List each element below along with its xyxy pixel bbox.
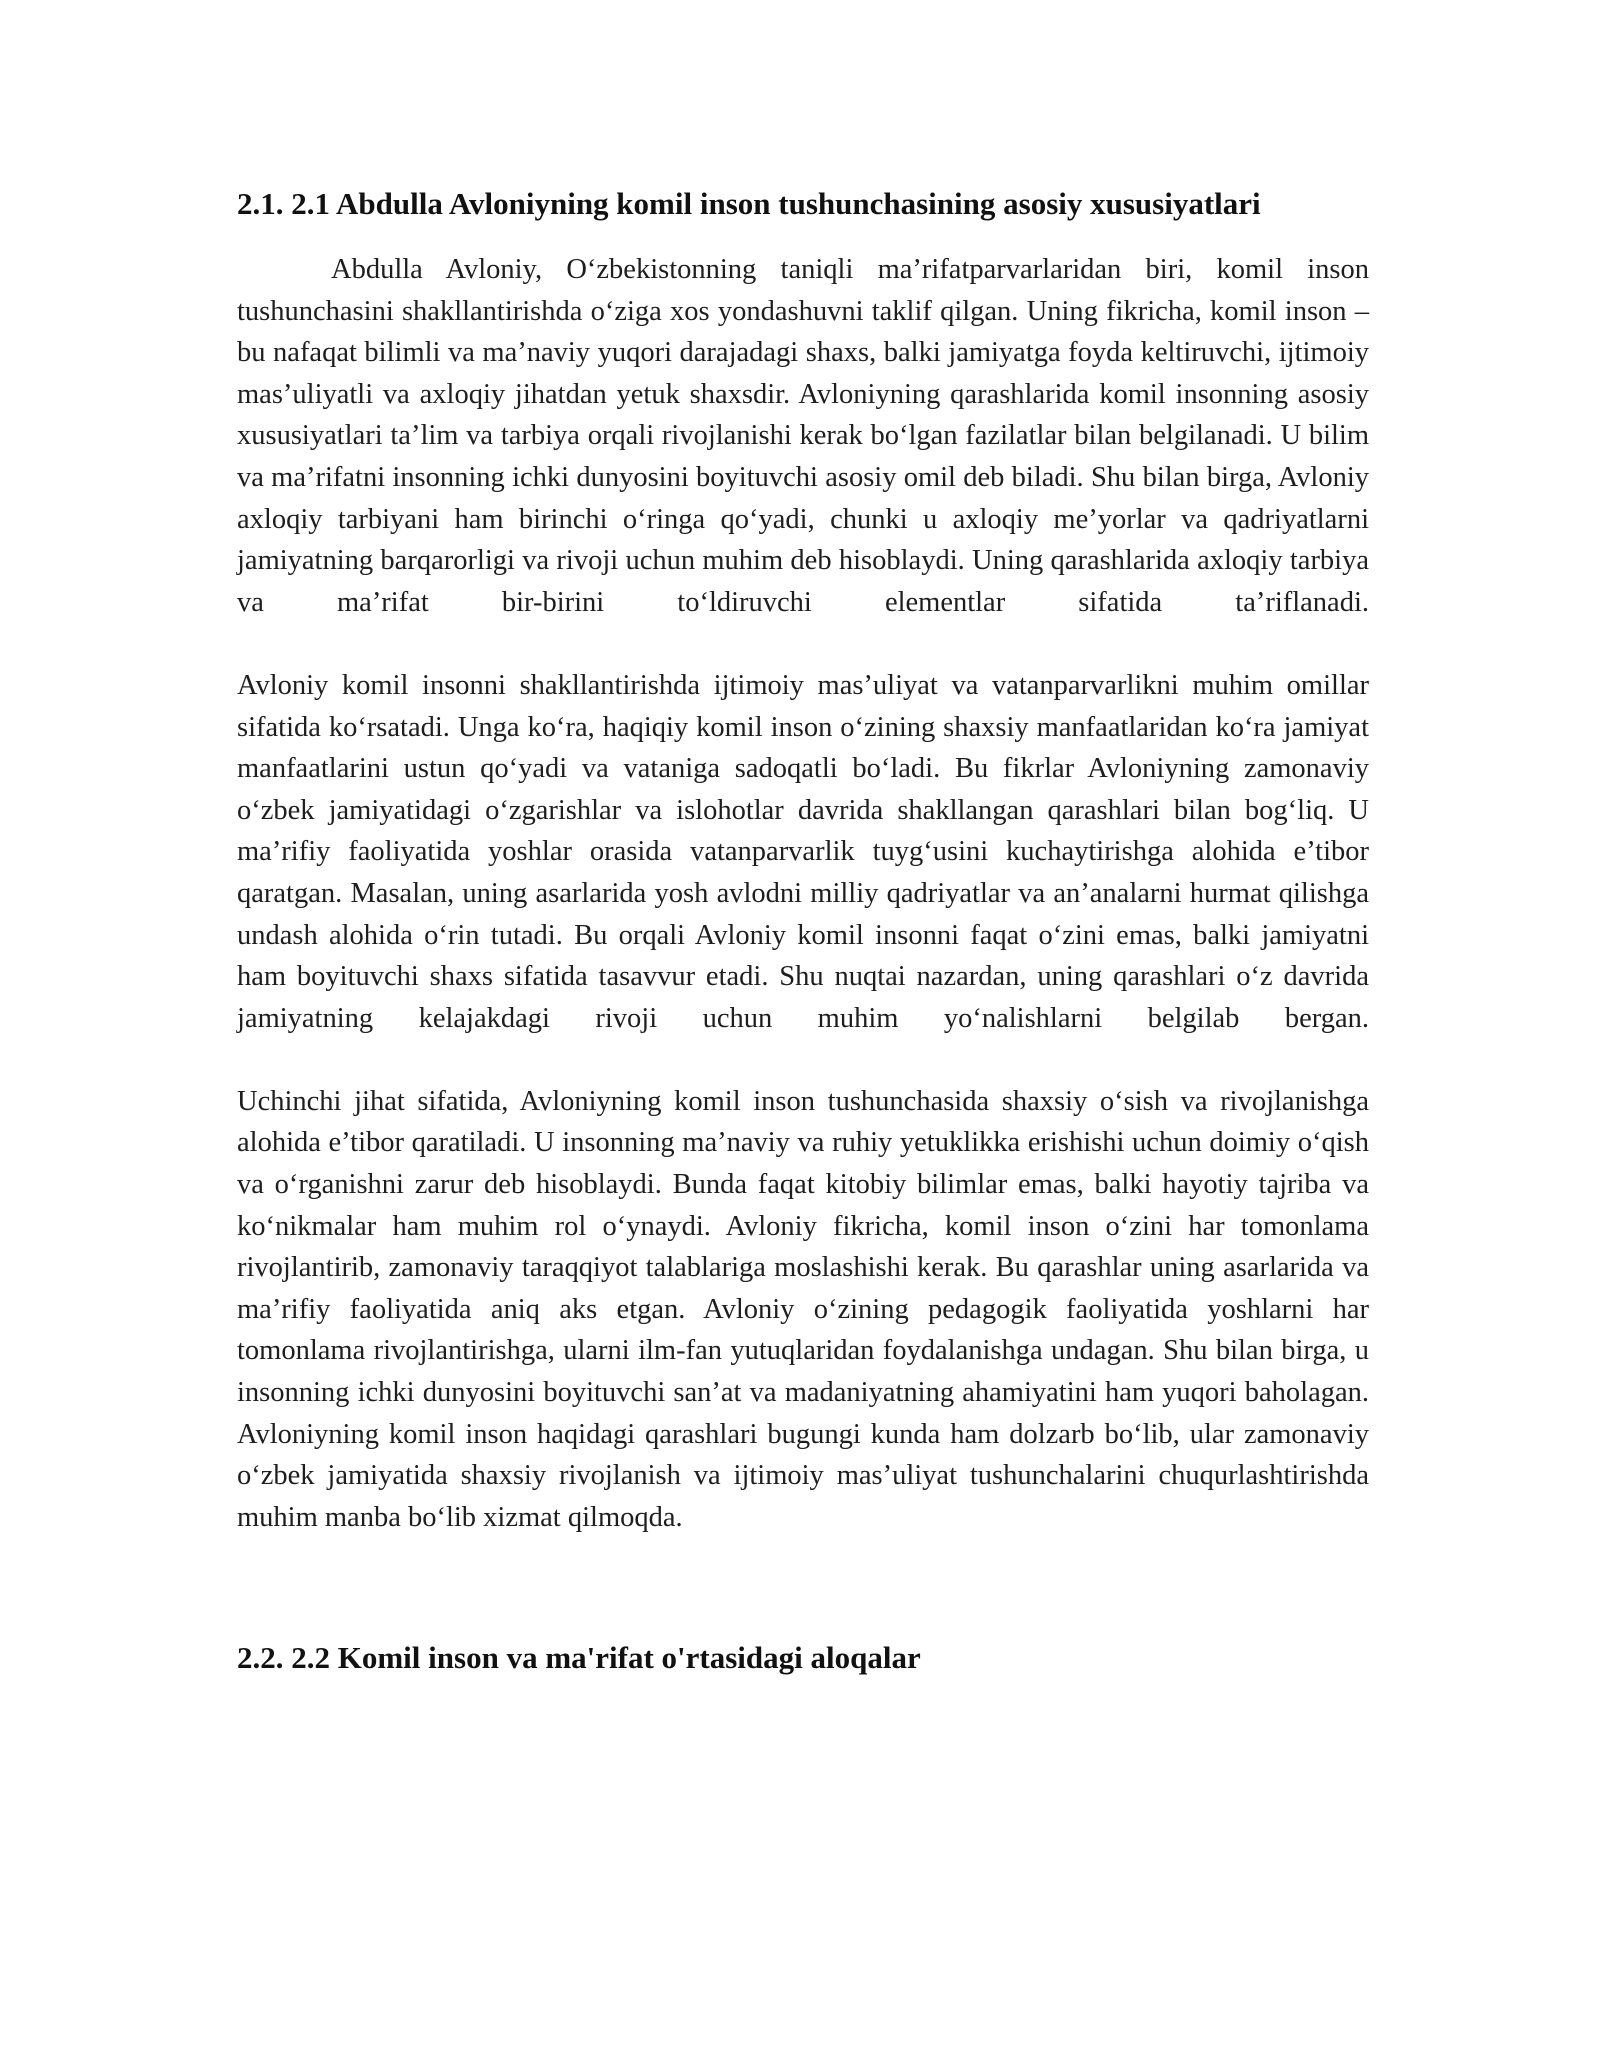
paragraph: Abdulla Avloniy, O‘zbekistonning taniqli ma’rifatparvarlaridan biri, komil inson tushunchasini shakllantirishda o‘ziga xos yondashuvni taklif qilgan. Uning fikricha, komil inson – bu nafaqat bilimli va ma’naviy yuqori darajadagi shaxs, balki jamiyatga foyda keltiruvchi, ijtimoiy mas’uliyatli va axloqiy jihatdan yetuk shaxsdir. Avloniyning qarashlarida komil insonning asosiy xususiyatlari ta’lim va tarbiya orqali rivojlanishi kerak bo‘lgan fazilatlar bilan belgilanadi. U bilim va ma’rifatni insonning ichki dunyosini boyituvchi asosiy omil deb biladi. Shu bilan birga, Avloniy axloqiy tarbiyani ham birinchi o‘ringa qo‘yadi, chunki u axloqiy me’yorlar va qadriyatlarni jamiyatning barqarorligi va rivoji uchun muhim deb hisoblaydi. Uning qarashlarida axloqiy tarbiya va ma’rifat bir-birini to‘ldiruvchi elementlar sifatida ta’riflanadi.	[237, 254, 1369, 618]
paragraph: Avloniy komil insonni shakllantirishda ijtimoiy mas’uliyat va vatanparvarlikni muhim omillar sifatida ko‘rsatadi. Unga ko‘ra, haqiqiy komil inson o‘zining shaxsiy manfaatlaridan ko‘ra jamiyat manfaatlarini ustun qo‘yadi va vataniga sadoqatli bo‘ladi. Bu fikrlar Avloniyning zamonaviy o‘zbek jamiyatidagi o‘zgarishlar va islohotlar davrida shakllangan qarashlari bilan bog‘liq. U ma’rifiy faoliyatida yoshlar orasida vatanparvarlik tuyg‘usini kuchaytirishga alohida e’tibor qaratgan. Masalan, uning asarlarida yosh avlodni milliy qadriyatlar va an’analarni hurmat qilishga undash alohida o‘rin tutadi. Bu orqali Avloniy komil insonni faqat o‘zini emas, balki jamiyatni ham boyituvchi shaxs sifatida tasavvur etadi. Shu nuqtai nazardan, uning qarashlari o‘z davrida jamiyatning kelajakdagi rivoji uchun muhim yo‘nalishlarni belgilab bergan.	[237, 669, 1369, 1034]
paragraph: Uchinchi jihat sifatida, Avloniyning komil inson tushunchasida shaxsiy o‘sish va rivojlanishga alohida e’tibor qaratiladi. U insonning ma’naviy va ruhiy yetuklikka erishishi uchun doimiy o‘qish va o‘rganishni zarur deb hisoblaydi. Bunda faqat kitobiy bilimlar emas, balki hayotiy tajriba va ko‘nikmalar ham muhim rol o‘ynaydi. Avloniy fikricha, komil inson o‘zini har tomonlama rivojlantirib, zamonaviy taraqqiyot talablariga moslashishi kerak. Bu qarashlar uning asarlarida va ma’rifiy faoliyatida aniq aks etgan. Avloniy o‘zining pedagogik faoliyatida yoshlarni har tomonlama rivojlantirishga, ularni ilm-fan yutuqlaridan foydalanishga undagan. Shu bilan birga, u insonning ichki dunyosini boyituvchi san’at va madaniyatning ahamiyatini ham yuqori baholagan. Avloniyning komil inson haqidagi qarashlari bugungi kunda ham dolzarb bo‘lib, ular zamonaviy o‘zbek jamiyatida shaxsiy rivojlanish va ijtimoiy mas’uliyat tushunchalarini chuqurlashtirishda muhim manba bo‘lib xizmat qilmoqda.	[237, 1085, 1369, 1533]
section-heading: 2.2. 2.2 Komil inson va ma'rifat o'rtasidagi aloqalar	[237, 1640, 921, 1676]
document-page	[237, 184, 1369, 1678]
section-heading: 2.1. 2.1 Abdulla Avloniyning komil inson tushunchasining asosiy xususiyatlari	[237, 186, 1261, 221]
